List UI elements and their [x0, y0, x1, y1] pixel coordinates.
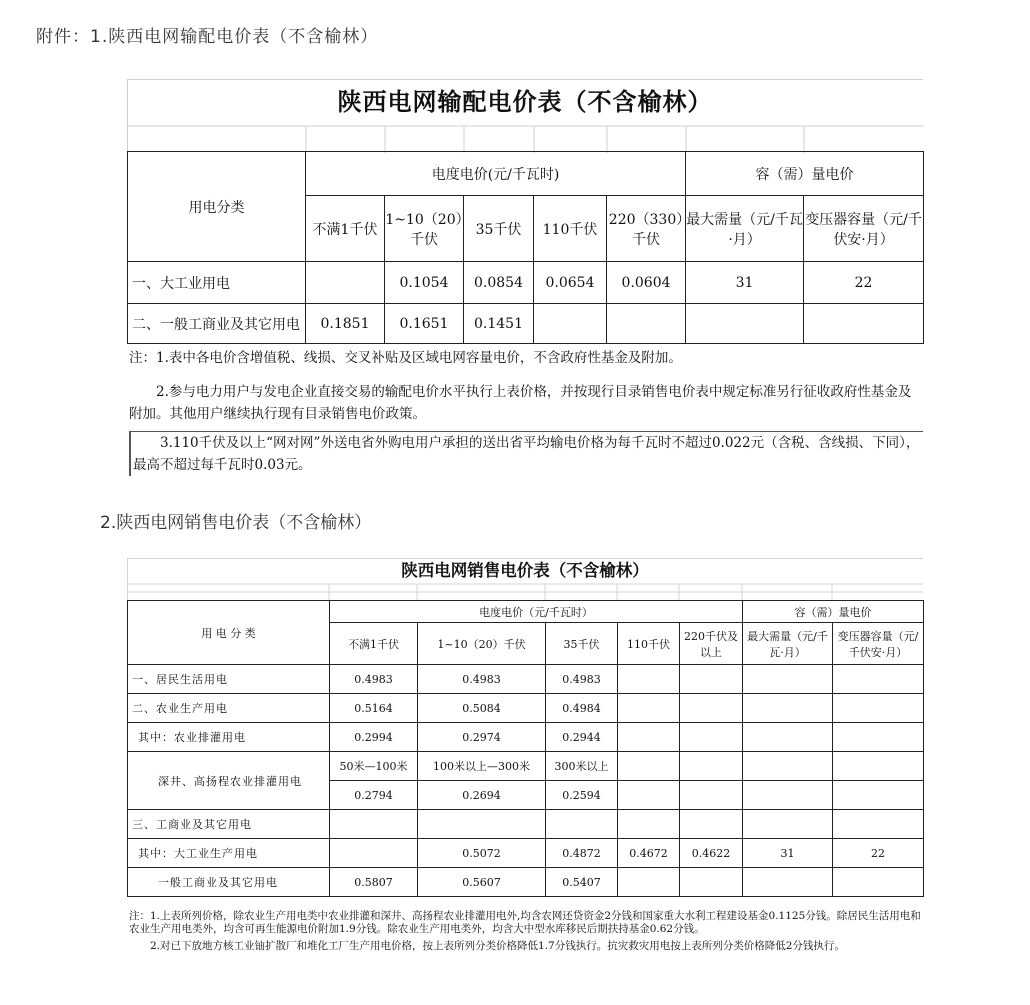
- price-cell: 0.4672: [618, 839, 680, 868]
- note-1: 注：1.上表所列价格，除农业生产用电类中农业排灌和深井、高扬程农业排灌用电外,均含农网还贷资金2分钱和国家重大水利工程建设基金0.1125分钱。除居民生活用电和农业生产用电类外，均含可再生能源电价附加1.9分钱。除农业生产用电类外，均含大中型水库移民后期扶持基金0.62分钱。: [129, 910, 921, 935]
- depth-cell: 50米—100米: [330, 752, 418, 781]
- price-cell: [680, 665, 743, 694]
- table-row: [128, 868, 924, 897]
- table-row: [128, 304, 924, 344]
- price-cell: 31: [743, 839, 833, 868]
- price-cell: [618, 810, 680, 839]
- price-cell: 0.5084: [418, 694, 546, 723]
- price-cell: [534, 304, 607, 344]
- price-cell: 0.4983: [330, 665, 418, 694]
- depth-cell: 300米以上: [546, 752, 618, 781]
- price-cell: [833, 810, 924, 839]
- table1-grid: [127, 151, 924, 344]
- price-cell: [418, 810, 546, 839]
- price-cell: [330, 839, 418, 868]
- price-cell: [686, 304, 804, 344]
- price-cell: [833, 752, 924, 781]
- price-cell: [618, 723, 680, 752]
- price-cell: 0.2944: [546, 723, 618, 752]
- price-cell: [680, 810, 743, 839]
- price-cell: [618, 781, 680, 810]
- price-cell: [743, 752, 833, 781]
- price-cell: [743, 694, 833, 723]
- table2-title: 陕西电网销售电价表（不含榆林）: [401, 561, 649, 580]
- table2-sub-header: 最大需量（元/千瓦·月）: [743, 623, 833, 665]
- price-cell: [306, 262, 385, 304]
- caption-attachment-1: 附件：1.陕西电网输配电价表（不含榆林）: [36, 27, 379, 47]
- table1-sub-header: 最大需量（元/千瓦·月）: [686, 196, 804, 262]
- table1-sub-header: 变压器容量（元/千伏安·月）: [804, 196, 924, 262]
- table2-sub-header: 35千伏: [546, 623, 618, 665]
- table-row: [128, 839, 924, 868]
- price-cell: 22: [833, 839, 924, 868]
- price-cell: 0.1651: [385, 304, 464, 344]
- table-row: [128, 723, 924, 752]
- table2-sub-header: 变压器容量（元/千伏安·月）: [833, 623, 924, 665]
- price-cell: 0.0654: [534, 262, 607, 304]
- table2-header-energy-price: 电度电价（元/千瓦时）: [330, 601, 743, 623]
- sales-price-table-image: [127, 558, 923, 978]
- price-cell: [618, 752, 680, 781]
- note-1: 注：1.表中各电价含增值税、线损、交叉补贴及区域电网容量电价，不含政府性基金及附加。: [129, 350, 682, 366]
- price-cell: 0.4872: [546, 839, 618, 868]
- note-2: 2.参与电力用户与发电企业直接交易的输配电价水平执行上表价格，并按现行目录销售电价表中规定标准另行征收政府性基金及附加。其他用户继续执行现有目录销售电价政策。: [129, 384, 912, 422]
- price-cell: [833, 781, 924, 810]
- caption-attachment-2: 2.陕西电网销售电价表（不含榆林）: [100, 513, 372, 533]
- table-row: [128, 752, 924, 781]
- row-label: 一、大工业用电: [128, 262, 306, 304]
- price-cell: 31: [686, 262, 804, 304]
- price-cell: 0.4983: [418, 665, 546, 694]
- price-cell: [618, 868, 680, 897]
- price-cell: 0.4622: [680, 839, 743, 868]
- price-cell: [618, 694, 680, 723]
- price-cell: [618, 665, 680, 694]
- transmission-price-table-image: [127, 79, 923, 471]
- price-cell: 0.1451: [464, 304, 534, 344]
- price-cell: [680, 781, 743, 810]
- row-label: 二、一般工商业及其它用电: [128, 304, 306, 344]
- price-cell: [680, 868, 743, 897]
- table1-title: 陕西电网输配电价表（不含榆林）: [337, 87, 713, 116]
- price-cell: [330, 810, 418, 839]
- note-3: 3.110千伏及以上“网对网”外送电省外购电用户承担的送出省平均输电价格为每千瓦时不超过0.022元（含税、含线损、下同），最高不超过每千瓦时0.03元。: [129, 431, 923, 476]
- price-cell: 0.2994: [330, 723, 418, 752]
- table2-header-category: 用 电 分 类: [128, 601, 330, 665]
- table1-sub-header: 35千伏: [464, 196, 534, 262]
- table2-sub-header: 110千伏: [618, 623, 680, 665]
- price-cell: [743, 810, 833, 839]
- table2-grid: [127, 600, 924, 897]
- price-cell: 0.1851: [306, 304, 385, 344]
- table-row: [128, 810, 924, 839]
- price-cell: [804, 304, 924, 344]
- table2-sub-header: 不满1千伏: [330, 623, 418, 665]
- price-cell: 0.0854: [464, 262, 534, 304]
- depth-cell: 100米以上—300米: [418, 752, 546, 781]
- price-cell: 0.5607: [418, 868, 546, 897]
- table1-header-capacity-price: 容（需）量电价: [686, 152, 924, 196]
- row-label: 二、农业生产用电: [128, 694, 330, 723]
- row-label: 其中：农业排灌用电: [128, 723, 330, 752]
- price-cell: 0.5072: [418, 839, 546, 868]
- table-row: [128, 262, 924, 304]
- price-cell: [833, 665, 924, 694]
- price-cell: [607, 304, 686, 344]
- table1-header-energy-price: 电度电价(元/千瓦时): [306, 152, 686, 196]
- price-cell: 0.1054: [385, 262, 464, 304]
- price-cell: 0.2794: [330, 781, 418, 810]
- note-2: 2.对已下放地方核工业铀扩散厂和堆化工厂生产用电价格，按上表所列分类价格降低1.7分钱执行。抗灾救灾用电按上表所列分类价格降低2分钱执行。: [150, 940, 845, 952]
- row-label: 一、居民生活用电: [128, 665, 330, 694]
- price-cell: [743, 868, 833, 897]
- table2-header-capacity-price: 容（需）量电价: [743, 601, 924, 623]
- price-cell: [743, 781, 833, 810]
- price-cell: [743, 723, 833, 752]
- table-row: [128, 665, 924, 694]
- price-cell: [833, 694, 924, 723]
- price-cell: [546, 810, 618, 839]
- price-cell: [680, 752, 743, 781]
- table1-sub-header: 不满1千伏: [306, 196, 385, 262]
- table1-sub-header: 220（330）千伏: [607, 196, 686, 262]
- price-cell: 0.0604: [607, 262, 686, 304]
- row-label: 一般工商业及其它用电: [128, 868, 330, 897]
- price-cell: 0.5807: [330, 868, 418, 897]
- price-cell: 0.5407: [546, 868, 618, 897]
- price-cell: 0.2594: [546, 781, 618, 810]
- price-cell: 0.2974: [418, 723, 546, 752]
- price-cell: [833, 723, 924, 752]
- table-row: [128, 694, 924, 723]
- table2-sub-header: 220千伏及以上: [680, 623, 743, 665]
- price-cell: 0.5164: [330, 694, 418, 723]
- price-cell: [680, 723, 743, 752]
- table1-header-category: 用电分类: [128, 152, 306, 262]
- row-label: 其中：大工业生产用电: [128, 839, 330, 868]
- table1-sub-header: 110千伏: [534, 196, 607, 262]
- row-label: 深井、高扬程农业排灌用电: [128, 752, 330, 810]
- row-label: 三、工商业及其它用电: [128, 810, 330, 839]
- price-cell: 0.2694: [418, 781, 546, 810]
- price-cell: [680, 694, 743, 723]
- price-cell: 22: [804, 262, 924, 304]
- price-cell: 0.4983: [546, 665, 618, 694]
- price-cell: 0.4984: [546, 694, 618, 723]
- table2-sub-header: 1~10（20）千伏: [418, 623, 546, 665]
- table1-sub-header: 1~10（20）千伏: [385, 196, 464, 262]
- price-cell: [743, 665, 833, 694]
- price-cell: [833, 868, 924, 897]
